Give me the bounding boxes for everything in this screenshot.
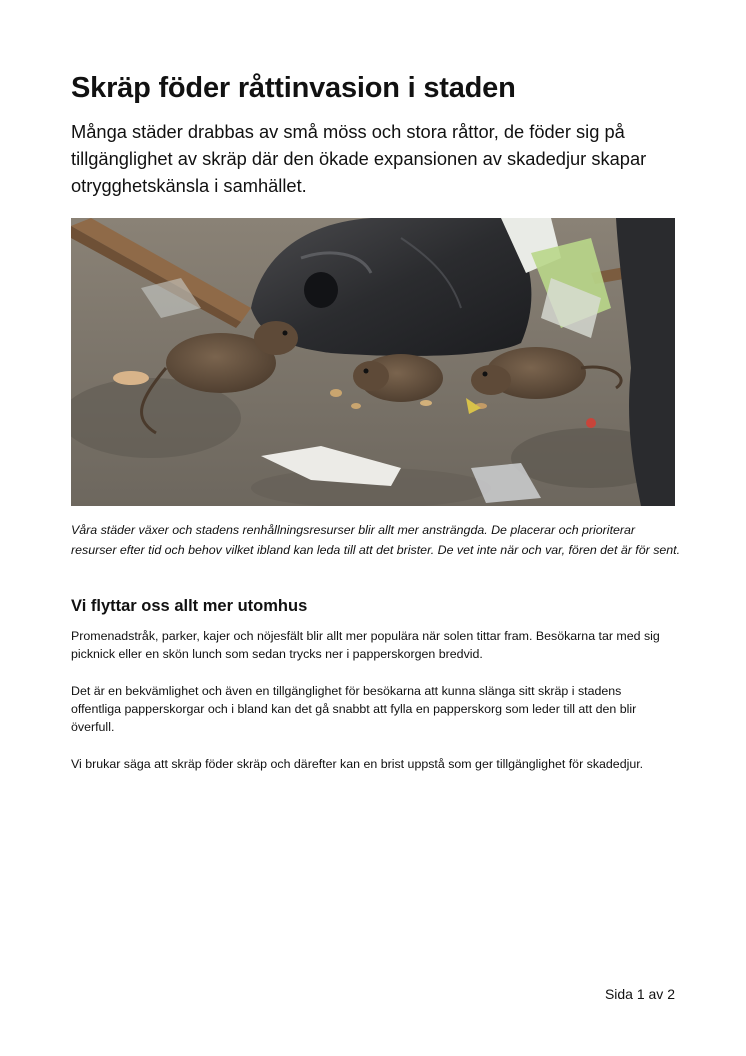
- lead-paragraph: Många städer drabbas av små möss och stora råttor, de föder sig på tillgänglighet av skräp där den ökade expansionen av skadedjur skapar otrygghetskänsla i samhället.: [71, 121, 647, 196]
- page-number: Sida 1 av 2: [604, 986, 675, 1002]
- section-heading: Vi flyttar oss allt mer utomhus: [71, 597, 308, 615]
- page-title: Skräp föder råttinvasion i staden: [71, 72, 516, 104]
- article-photo: [71, 218, 675, 506]
- body-paragraph: Promenadstråk, parker, kajer och nöjesfält blir allt mer populära när solen tittar fram. Besökarna tar med sig picknick eller en skön lunch som sedan trycks ner i papperskorgen bredvid.: [71, 629, 660, 661]
- body-paragraph: Det är en bekvämlighet och även en tillgänglighet för besökarna att kunna slänga sitt skräp i stadens offentliga papperskorgar och i bland kan det gå snabbt att fylla en papperskorg som leder till att den blir överfull.: [71, 684, 637, 734]
- body-paragraph: Vi brukar säga att skräp föder skräp och därefter kan en brist uppstå som ger tillgänglighet för skadedjur.: [71, 757, 644, 771]
- photo-caption: Våra städer växer och stadens renhållningsresurser blir allt mer ansträngda. De placerar och prioriterar resurser efter tid och behov vilket ibland kan leda till att det brister. De vet inte när och var, fören det är för sent.: [71, 523, 681, 557]
